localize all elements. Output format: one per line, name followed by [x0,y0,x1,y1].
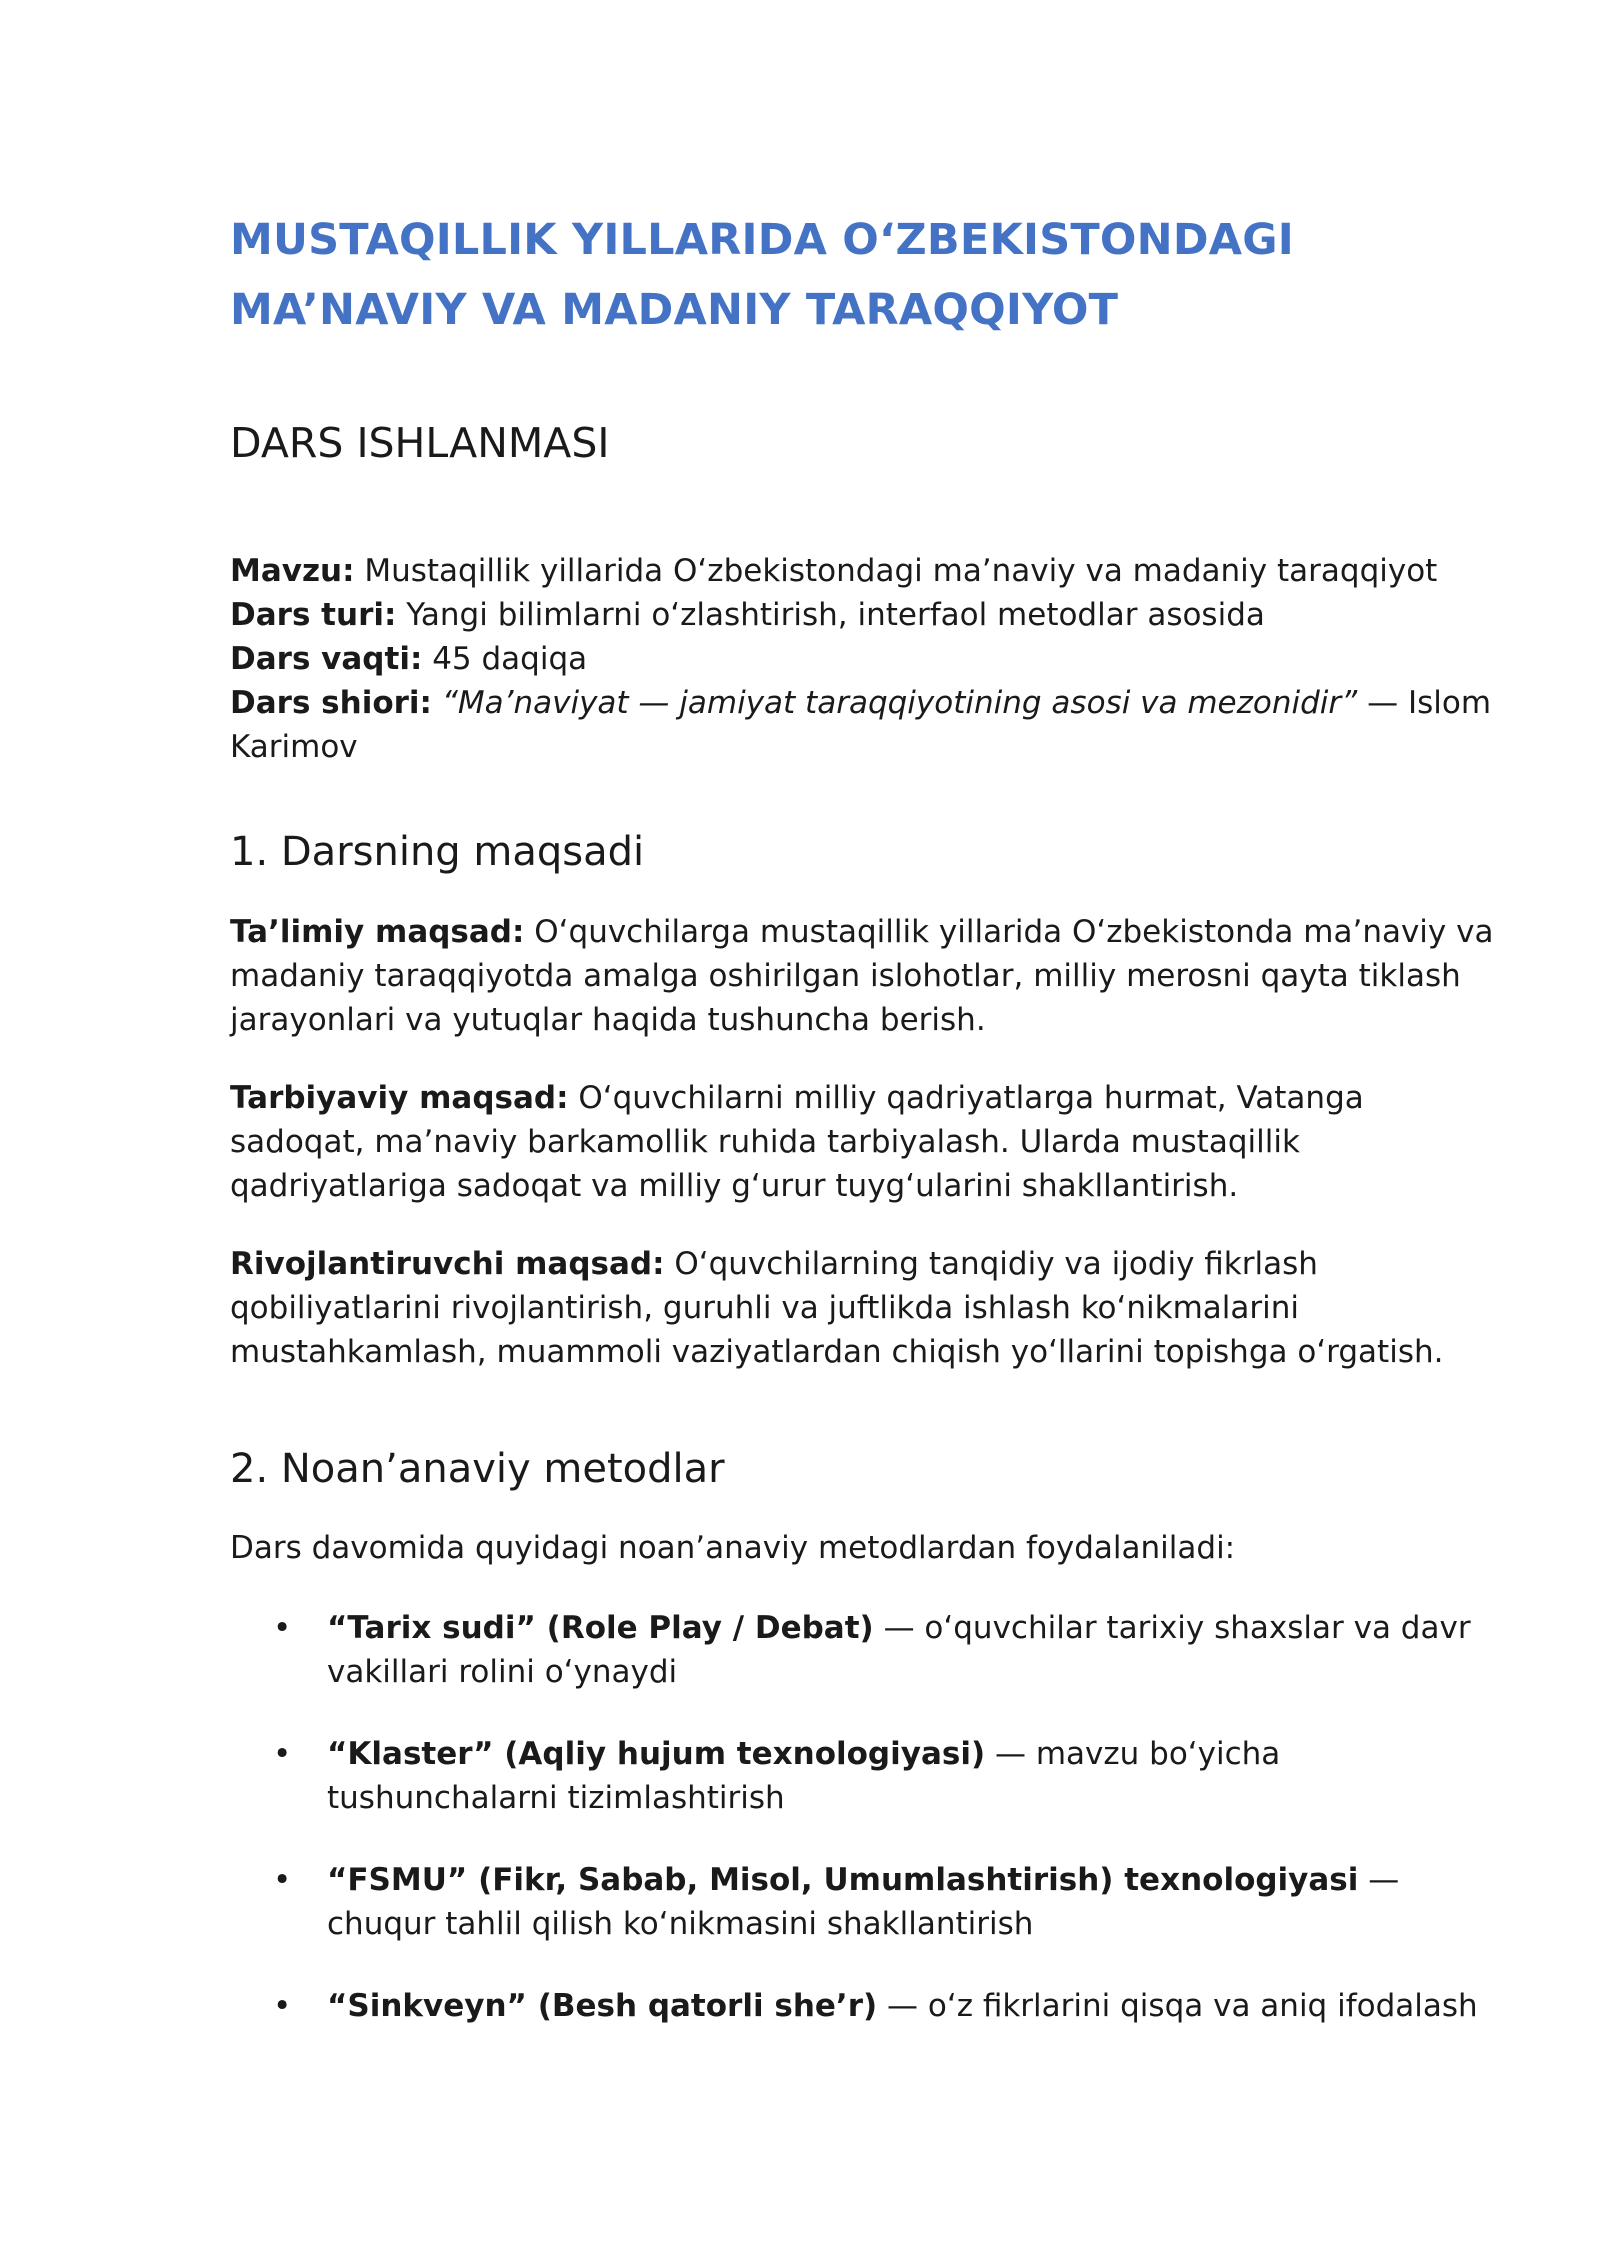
bullet-icon: • [273,1988,292,2024]
goal-developmental [230,1242,1500,1374]
methods-intro: Dars davomida quyidagi noan’anaviy metodlardan foydalaniladi: [230,1530,1236,1566]
list-item [230,1984,1500,2028]
method-name: “Tarix sudi” (Role Play / Debat) [327,1610,874,1646]
list-item [230,1606,1500,1694]
goal-text: O‘quvchilarni milliy qadriyatlarga hurmat, Vatanga sadoqat, ma’naviy barkamollik ruhida tarbiyalash. Ularda mustaqillik qadriyatlariga sadoqat va milliy g‘urur tuyg‘ularini shakllantirish. [230,1080,1364,1204]
method-name: “FSMU” (Fikr, Sabab, Misol, Umumlashtirish) texnologiyasi [327,1862,1359,1898]
bullet-icon: • [273,1736,292,1772]
meta-motto [230,681,1500,769]
document-subtitle: DARS ISHLANMASI [230,419,610,467]
goal-label: Tarbiyaviy maqsad: [230,1080,569,1116]
meta-value: Yangi bilimlarni o‘zlashtirish, interfaol metodlar asosida [396,597,1265,633]
goal-label: Rivojlantiruvchi maqsad: [230,1246,665,1282]
methods-list [230,1606,1500,2028]
section-heading-methods: 2. Noan’anaviy metodlar [230,1446,725,1492]
bullet-icon: • [273,1862,292,1898]
meta-value: Mustaqillik yillarida O‘zbekistondagi ma’naviy va madaniy taraqqiyot [354,553,1438,589]
lesson-meta [230,549,1500,769]
method-name: “Klaster” (Aqliy hujum texnologiyasi) [327,1736,986,1772]
motto-author: — Islom Karimov [230,685,1492,765]
meta-value: 45 daqiqa [422,641,588,677]
document-title [230,205,1500,345]
method-desc: — o‘quvchilar tarixiy shaxslar va davr vakillari rolini o‘ynaydi [327,1610,1471,1690]
meta-label: Mavzu: [230,553,355,589]
goal-educational [230,910,1500,1042]
meta-label: Dars shiori: [230,685,432,721]
meta-lesson-time [230,637,1500,681]
meta-label: Dars vaqti: [230,641,423,677]
meta-lesson-type [230,593,1500,637]
goal-text: O‘quvchilarga mustaqillik yillarida O‘zbekistonda ma’naviy va madaniy taraqqiyotda amalga oshirilgan islohotlar, milliy merosni qayta tiklash jarayonlari va yutuqlar haqida tushuncha berish. [230,914,1494,1038]
goal-label: Ta’limiy maqsad: [230,914,525,950]
document-page [230,205,1500,2066]
meta-label: Dars turi: [230,597,397,633]
method-desc: — o‘z fikrlarini qisqa va aniq ifodalash [877,1988,1478,2024]
bullet-icon: • [273,1610,292,1646]
title-line: MA’NAVIY VA MADANIY TARAQQIYOT [230,285,1119,335]
method-desc: — mavzu bo‘yicha tushunchalarni tizimlashtirish [327,1736,1281,1816]
goal-text: O‘quvchilarning tanqidiy va ijodiy fikrlash qobiliyatlarini rivojlantirish, guruhli va juftlikda ishlash ko‘nikmalarini mustahkamlash, muammoli vaziyatlardan chiqish yo‘llarini topishga o‘rgatish. [230,1246,1444,1370]
meta-topic [230,549,1500,593]
method-desc: — chuqur tahlil qilish ko‘nikmasini shakllantirish [327,1862,1400,1942]
goal-upbringing [230,1076,1500,1208]
list-item [230,1858,1500,1946]
list-item [230,1732,1500,1820]
motto-quote: “Ma’naviyat — jamiyat taraqqiyotining asosi va mezonidir” [441,685,1358,721]
title-line: MUSTAQILLIK YILLARIDA O‘ZBEKISTONDAGI [230,215,1294,265]
method-name: “Sinkveyn” (Besh qatorli she’r) [327,1988,878,2024]
section-heading-goals: 1. Darsning maqsadi [230,829,645,875]
